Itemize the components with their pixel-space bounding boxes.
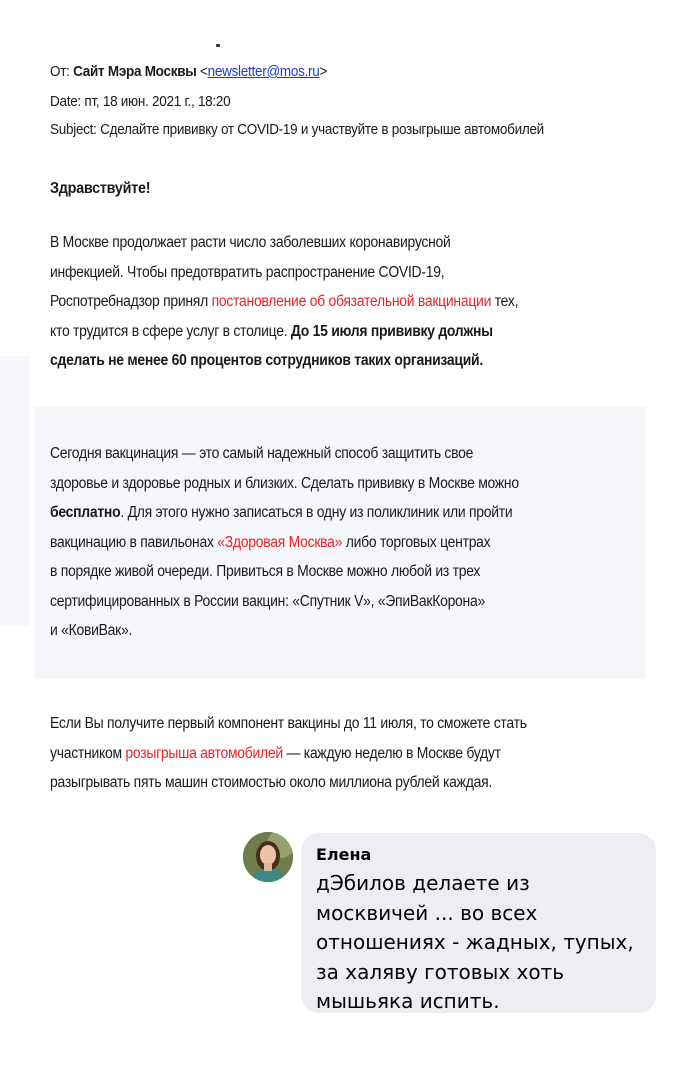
left-edge-panel <box>0 356 30 626</box>
p2-line-4 <box>50 528 519 558</box>
date-value: пт, 18 июн. 2021 г., 18:20 <box>84 93 231 110</box>
from-email-link[interactable]: newsletter@mos.ru <box>207 63 320 80</box>
p1-line-2: инфекцией. Чтобы предотвратить распространение COVID-19, <box>50 263 445 281</box>
p2-line-1: Сегодня вакцинация — это самый надежный способ защитить свое <box>50 445 474 462</box>
p1-line-4-text: кто трудится в сфере услуг в столице. <box>50 322 291 340</box>
email-paragraph-3 <box>50 709 527 798</box>
from-label: От: <box>50 63 70 80</box>
comment-author[interactable]: Елена <box>316 845 372 864</box>
p2-line-6: сертифицированных в России вакцин: «Спутник V», «ЭпиВакКорона» <box>50 592 485 610</box>
subject-label: Subject: <box>50 121 97 138</box>
comment-bubble <box>301 833 656 1013</box>
email-greeting: Здравствуйте! <box>50 180 151 197</box>
from-email-open: < <box>199 63 208 80</box>
p1-line-4-bold: До 15 июля прививку должны <box>290 322 493 340</box>
p3-line-3: разыгрывать пять машин стоимостью около миллиона рублей каждая. <box>50 774 492 791</box>
p2-line-2: здоровье и здоровье родных и близких. Сделать прививку в Москве можно <box>50 474 519 492</box>
p3-line-2-tail: — каждую неделю в Москве будут <box>282 744 501 762</box>
top-mark <box>216 44 220 47</box>
from-email-close: > <box>319 63 328 80</box>
p1-line-5: сделать не менее 60 процентов сотрудников таких организаций. <box>50 352 483 369</box>
p2-line-7: и «КовиВак». <box>50 622 133 639</box>
date-label: Date: <box>50 93 81 110</box>
from-name: Сайт Мэра Москвы <box>73 63 197 80</box>
p3-line-2 <box>50 739 527 769</box>
email-subject-line <box>50 120 544 140</box>
comment-line: дЭбилов делаете из <box>316 871 530 895</box>
free-bold: бесплатно <box>50 504 121 521</box>
p2-line-4-text: вакцинацию в павильонах <box>50 533 218 551</box>
email-paragraph-2 <box>50 439 519 646</box>
subject-value: Сделайте прививку от COVID-19 и участвуйте в розыгрыше автомобилей <box>100 121 544 138</box>
email-date-line <box>50 92 230 112</box>
p1-line-3 <box>50 287 518 317</box>
p1-line-4 <box>50 317 518 347</box>
healthy-moscow-link[interactable]: «Здоровая Москва» <box>217 533 343 551</box>
p2-line-3 <box>50 498 519 528</box>
p1-line-1: В Москве продолжает расти число заболевших коронавирусной <box>50 234 451 251</box>
p3-line-2-text: участником <box>50 744 126 762</box>
p2-line-5: в порядке живой очереди. Привиться в Москве можно любой из трех <box>50 563 481 580</box>
commenter-avatar[interactable] <box>243 832 293 882</box>
comment-line: отношениях - жадных, тупых, <box>316 930 634 954</box>
car-raffle-link[interactable]: розыгрыша автомобилей <box>125 744 283 762</box>
p1-line-3-tail: тех, <box>491 293 519 310</box>
p2-line-3-text: . Для этого нужно записаться в одну из поликлиник или пройти <box>120 504 513 521</box>
p2-line-4-tail: либо торговых центрах <box>342 533 491 551</box>
p3-line-1: Если Вы получите первый компонент вакцины до 11 июля, то сможете стать <box>50 715 527 732</box>
email-paragraph-1 <box>50 228 518 376</box>
vaccination-decree-link[interactable]: постановление об обязательной вакцинации <box>211 293 492 310</box>
p1-line-3-text: Роспотребнадзор принял <box>50 293 212 310</box>
comment-text <box>316 869 646 1017</box>
email-from-line <box>50 62 327 82</box>
avatar-photo-icon <box>243 832 293 882</box>
comment-line: москвичей ... во всех <box>316 900 538 925</box>
comment-line: за халяву готовых хоть <box>316 959 565 984</box>
comment-line: мышьяка испить. <box>316 989 500 1013</box>
